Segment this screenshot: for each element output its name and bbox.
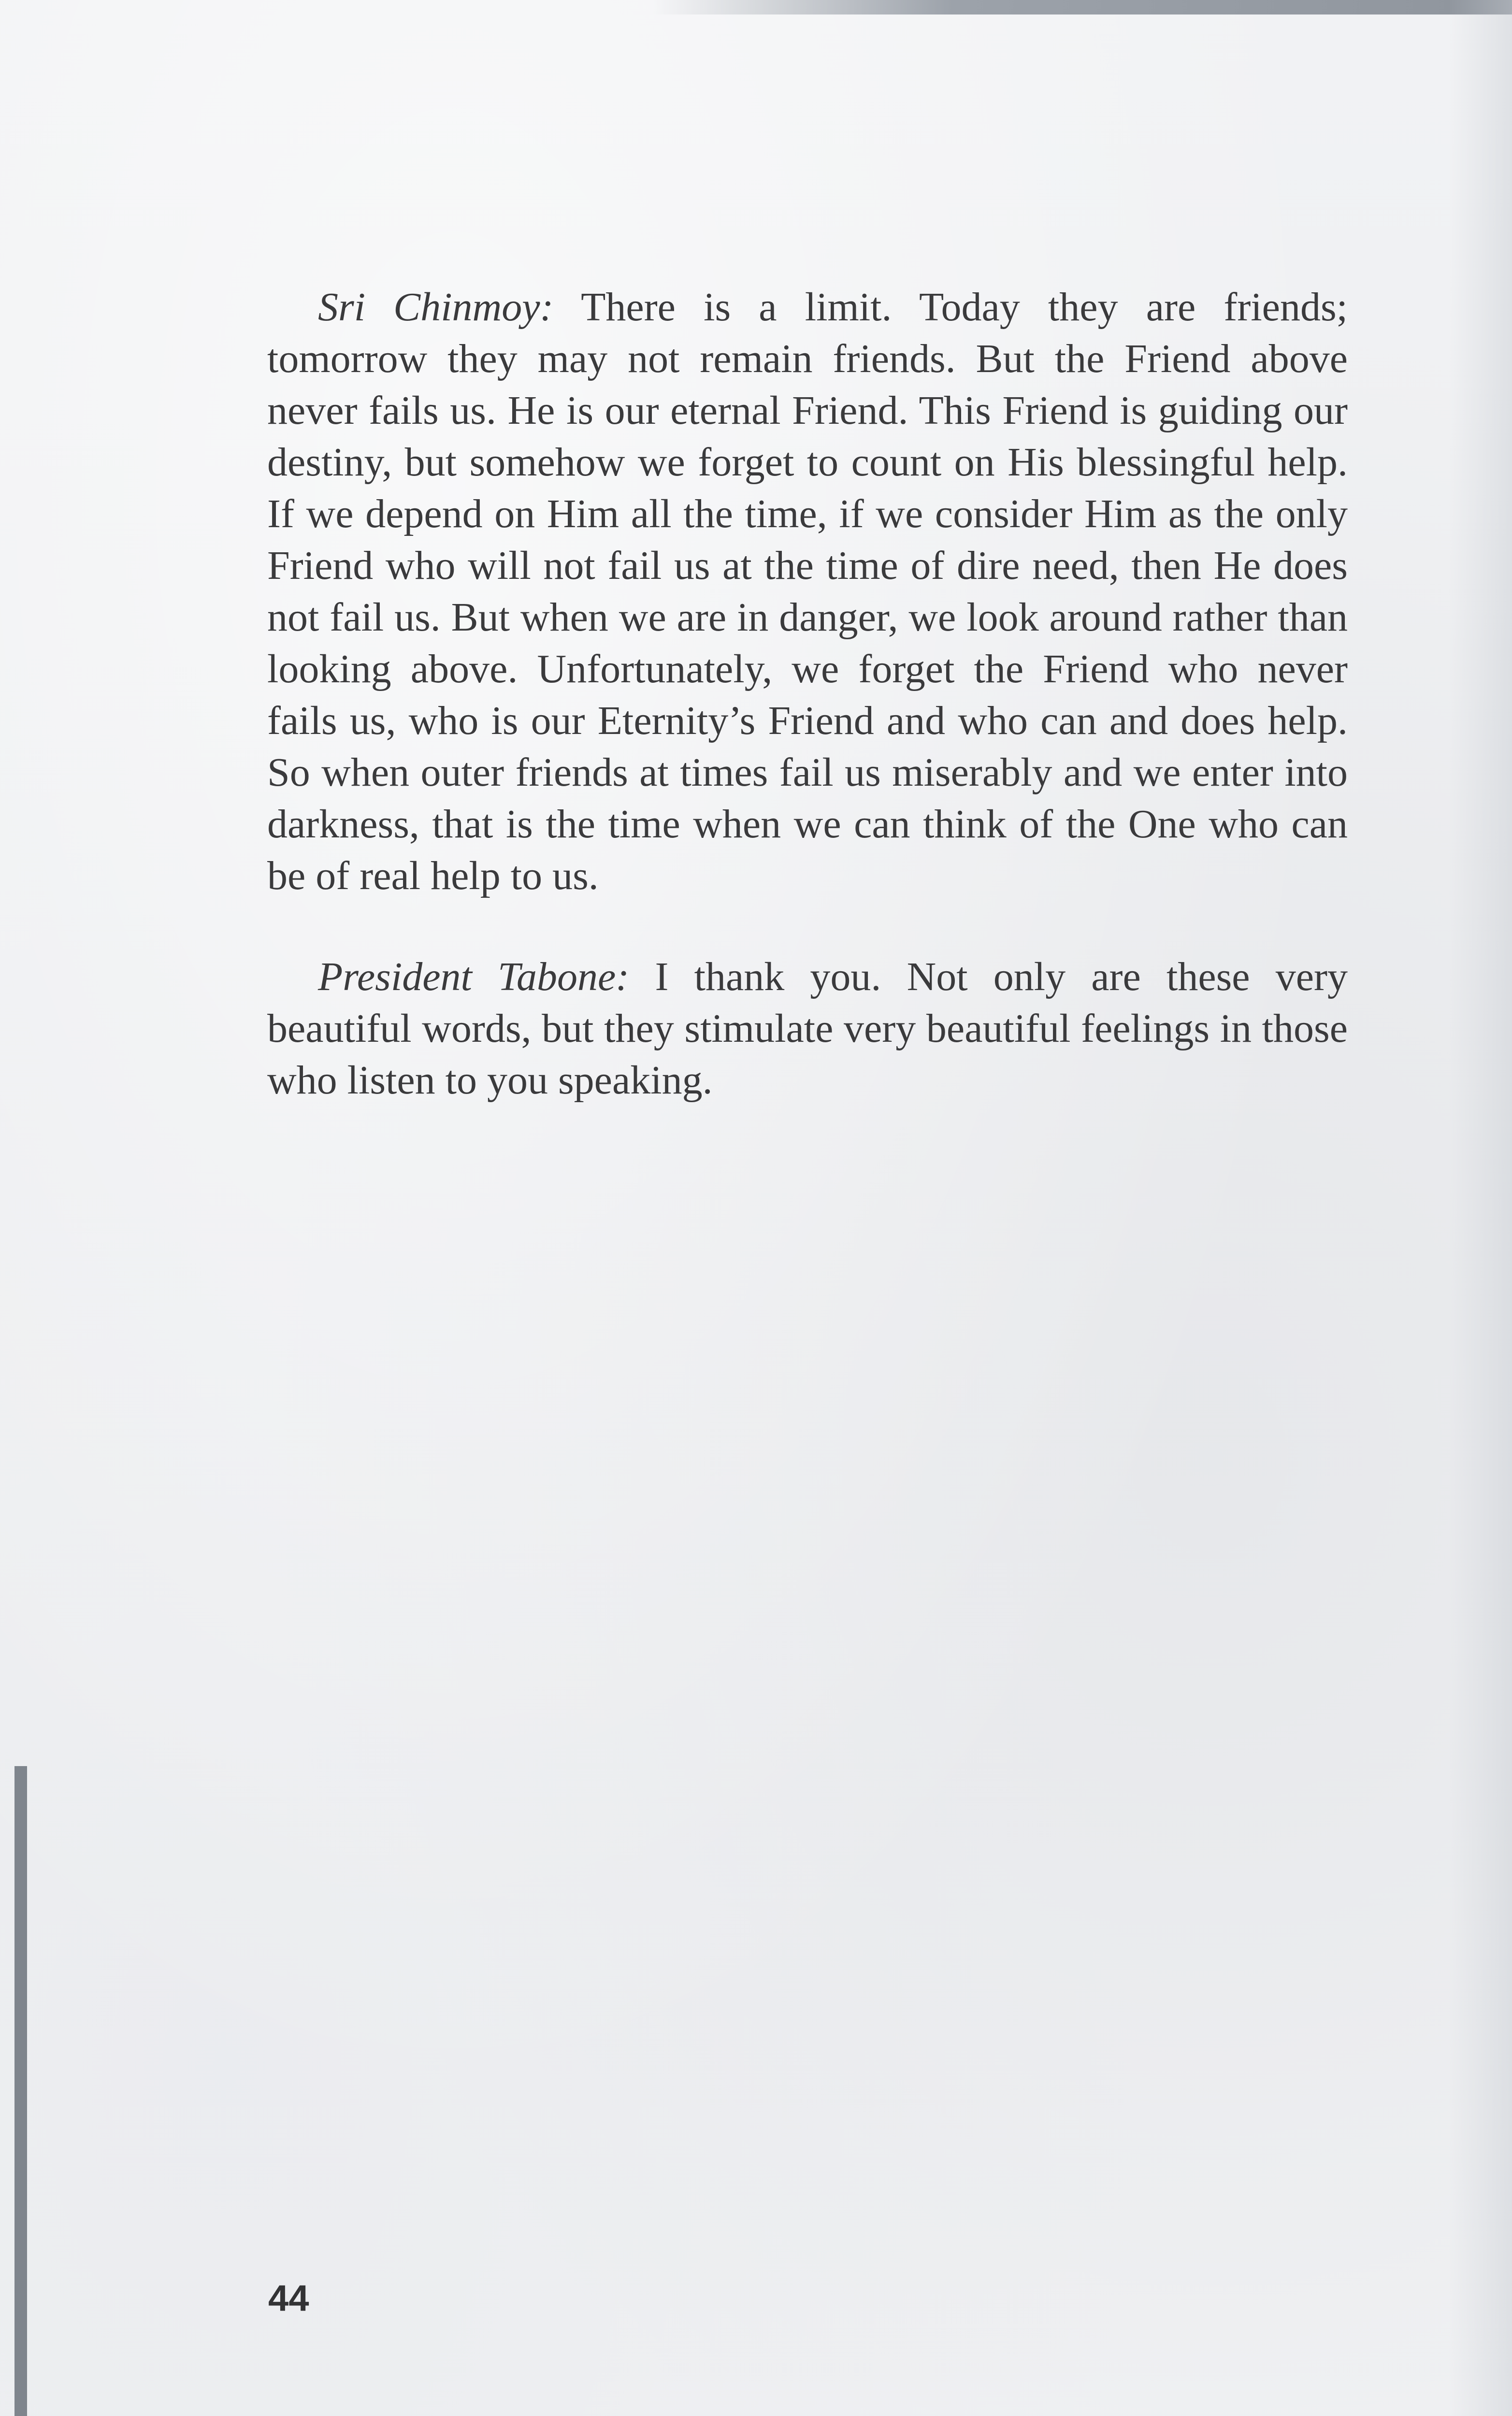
scan-right-shade <box>1449 0 1512 2416</box>
paragraph-sri-chinmoy <box>267 281 1348 902</box>
speaker-name: President Tabone: <box>318 954 630 999</box>
paragraph-text: I thank you. Not only are these very beautiful words, but they stimulate very beautiful feelings in those who listen to you speaking. <box>267 954 1348 1103</box>
body-text <box>267 281 1348 1106</box>
speaker-name: Sri Chinmoy: <box>318 285 554 330</box>
scan-left-edge <box>14 1766 27 2416</box>
scan-top-edge <box>652 0 1512 14</box>
paragraph-president-tabone <box>267 951 1348 1106</box>
paragraph-text: There is a limit. Today they are friends; tomorrow they may not remain friends. But the Friend above never fails us. He is our eternal Friend. This Friend is guiding our destiny, but somehow we forget to count on His blessingful help. If we depend on Him all the time, if we consider Him as the only Friend who will not fail us at the time of dire need, then He does not fail us. But when we are in danger, we look around rather than looking above. Unfortunately, we forget the Friend who never fails us, who is our Eternity’s Friend and who can and does help. So when outer friends at times fail us miserably and we enter into darkness, that is the time when we can think of the One who can be of real help to us. <box>267 285 1348 898</box>
page-number: 44 <box>268 2278 309 2319</box>
